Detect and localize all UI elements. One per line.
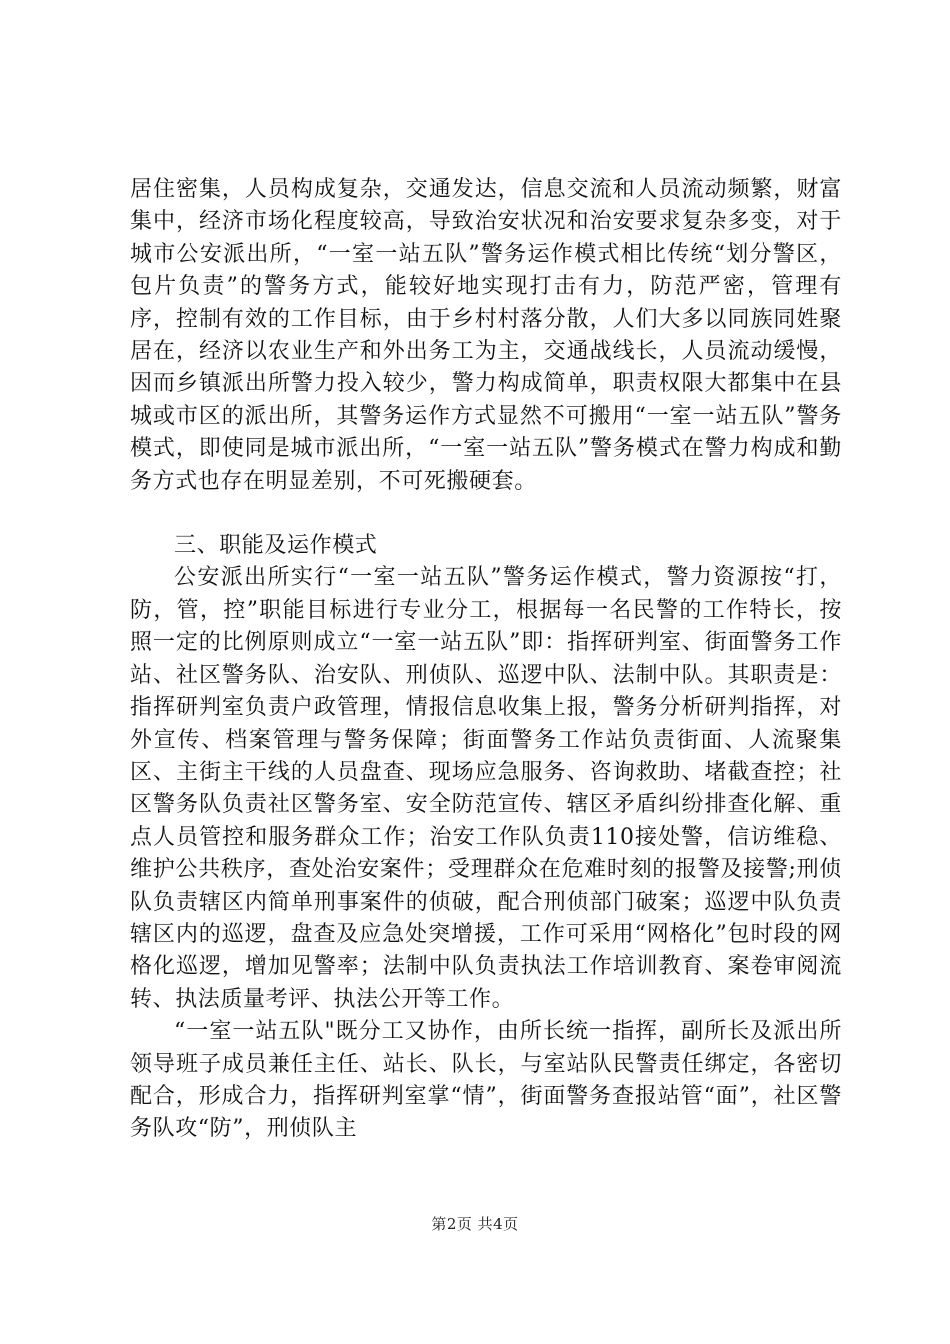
section-heading: 三、职能及运作模式 bbox=[174, 533, 378, 559]
document-body bbox=[130, 174, 842, 1146]
paragraph-continuation: 居住密集，人员构成复杂，交通发达，信息交流和人员流动频繁，财富集中，经济市场化程度较高，导致治安状况和治安要求复杂多变，对于城市公安派出所，“一室一站五队”警务运作模式相比传统“划分警区，包片负责”的警务方式，能较好地实现打击有力，防范严密，管理有序，控制有效的工作目标，由于乡村村落分散，人们大多以同族同姓聚居在，经济以农业生产和外出务工为主，交通战线长，人员流动缓慢，因而乡镇派出所警力投入较少，警力构成简单，职责权限大都集中在县城或市区的派出所，其警务运作方式显然不可搬用“一室一站五队”警务模式，即使同是城市派出所，“一室一站五队”警务模式在警力构成和勤务方式也存在明显差别，不可死搬硬套。 bbox=[130, 177, 842, 494]
paragraph-functions: 公安派出所实行“一室一站五队”警务运作模式，警力资源按“打，防，管，控”职能目标进行专业分工，根据每一名民警的工作特长，按照一定的比例原则成立“一室一站五队”即：指挥研判室、街面警务工作站、社区警务队、治安队、刑侦队、巡逻中队、法制中队。其职责是：指挥研判室负责户政管理，情报信息收集上报，警务分析研判指挥，对外宣传、档案管理与警务保障；街面警务工作站负责街面、人流聚集区、主街主干线的人员盘查、现场应急服务、咨询救助、堵截查控；社区警务队负责社区警务室、安全防范宣传、辖区矛盾纠纷排查化解、重点人员管控和服务群众工作；治安工作队负责110接处警，信访维稳、维护公共秩序，查处治安案件；受理群众在危难时刻的报警及接警;刑侦队负责辖区内简单刑事案件的侦破，配合刑侦部门破案；巡逻中队负责辖区内的巡逻，盘查及应急处突增援，工作可采用“网格化”包时段的网格化巡逻，增加见警率；法制中队负责执法工作培训教育、案卷审阅流转、执法质量考评、执法公开等工作。 bbox=[130, 565, 842, 1012]
page-number-footer: 第2页 共4页 bbox=[431, 1215, 519, 1233]
paragraph-cooperation: “一室一站五队"既分工又协作，由所长统一指挥，副所长及派出所领导班子成员兼任主任、站长、队长，与室站队民警责任绑定，各密切配合，形成合力，指挥研判室掌“情”，街面警务查报站管“面”，社区警务队攻“防”，刑侦队主 bbox=[130, 1019, 842, 1142]
